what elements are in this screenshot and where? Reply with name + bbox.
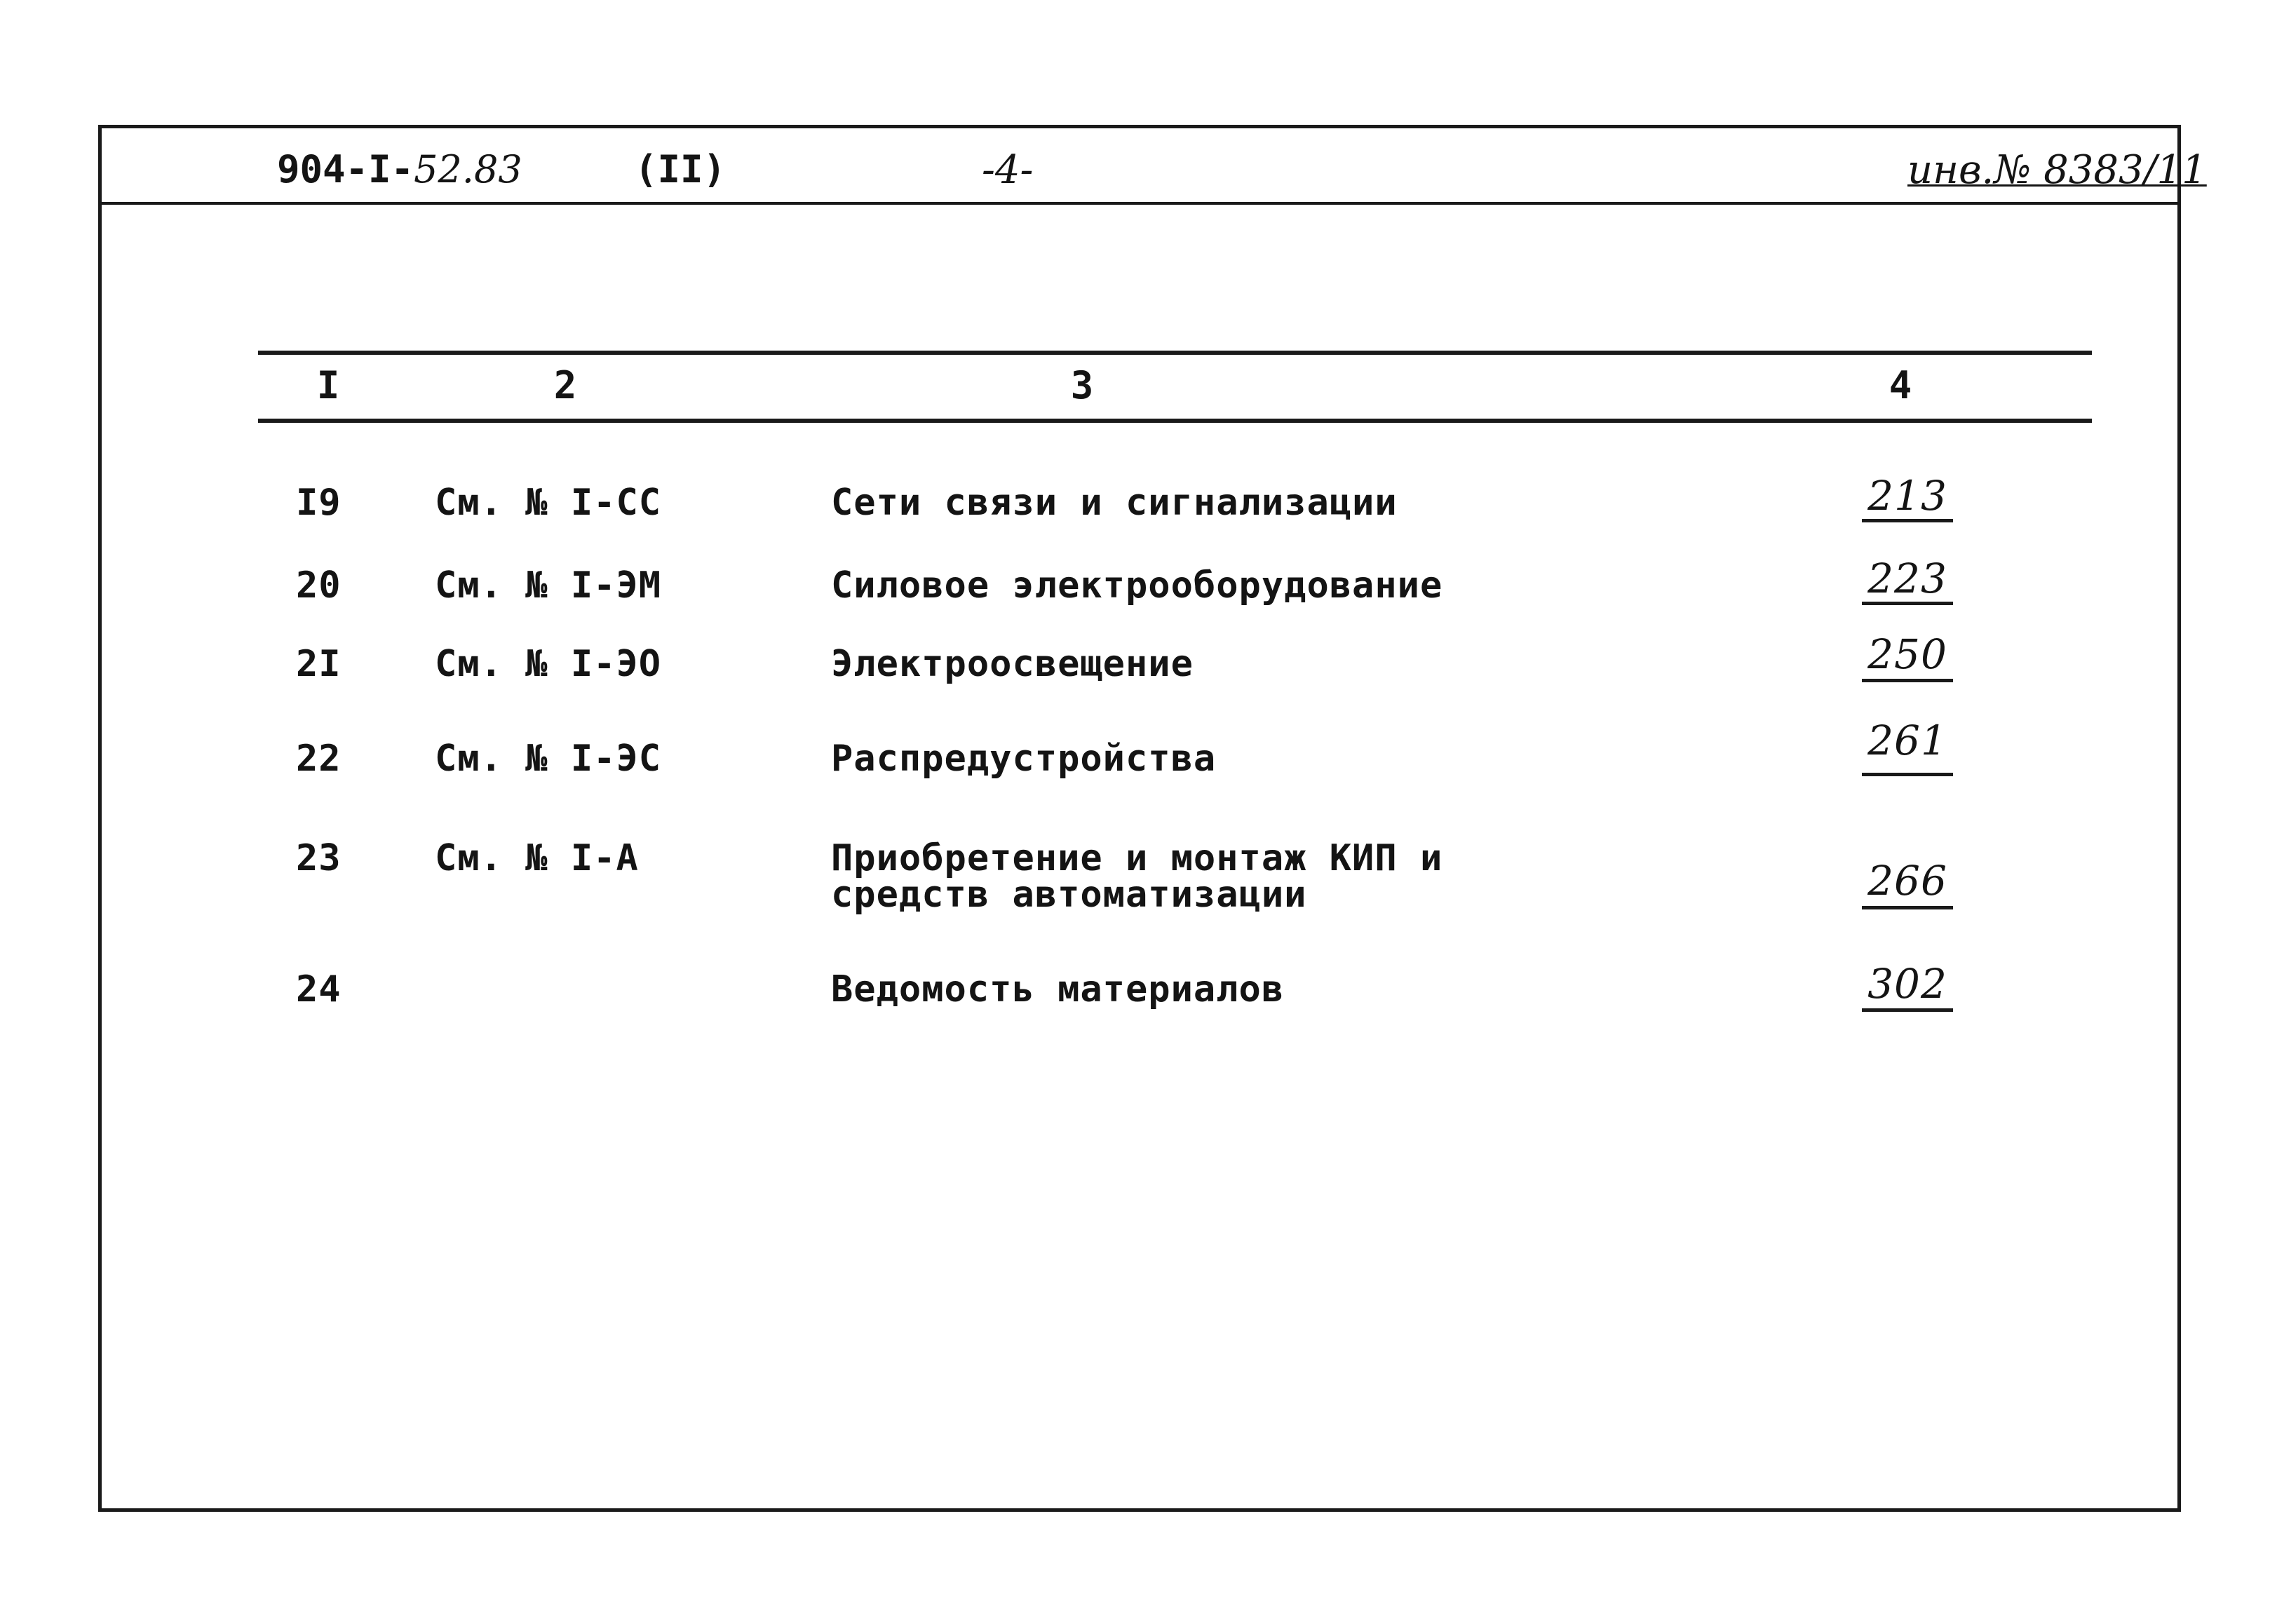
row-page: 223: [1867, 555, 1947, 602]
row-number: 20: [296, 564, 342, 607]
page-underline: [1862, 602, 1953, 605]
document-part: (II): [635, 147, 727, 191]
column-header-4: 4: [1889, 363, 1912, 407]
column-header-2: 2: [553, 363, 577, 407]
row-page: 213: [1867, 472, 1947, 520]
row-page: 302: [1867, 960, 1947, 1008]
row-page: 250: [1867, 630, 1947, 678]
page-underline: [1862, 906, 1953, 909]
row-page: 261: [1867, 717, 1947, 764]
table-top-rule: [258, 351, 2092, 355]
row-title-continuation: средств автоматизации: [831, 874, 1307, 916]
row-reference: См. № I-СС: [435, 482, 662, 524]
document-code: [277, 147, 522, 191]
page-frame: [98, 125, 2181, 1512]
document-code-printed: 904-I-: [277, 147, 414, 191]
column-header-1: I: [316, 363, 340, 407]
row-title: Силовое электрооборудование: [831, 564, 1443, 607]
page-underline: [1862, 773, 1953, 776]
row-page: 266: [1867, 857, 1947, 905]
row-reference: См. № I-А: [435, 837, 639, 879]
row-title: Приобретение и монтаж КИП и: [831, 837, 1443, 879]
row-title: Электроосвещение: [831, 643, 1194, 685]
page-underline: [1862, 519, 1953, 522]
row-reference: См. № I-ЭО: [435, 643, 662, 685]
page-underline: [1862, 1008, 1953, 1012]
page-number: -4-: [982, 147, 1034, 193]
row-number: 24: [296, 968, 342, 1010]
inventory-number: инв.№ 8383/11: [1907, 147, 2207, 193]
row-number: 2I: [296, 643, 342, 685]
row-title: Ведомость материалов: [831, 968, 1285, 1010]
page-underline: [1862, 679, 1953, 682]
row-number: I9: [296, 482, 342, 524]
row-title: Распредустройства: [831, 738, 1217, 780]
row-number: 22: [296, 738, 342, 780]
table-header-rule: [258, 419, 2092, 423]
row-reference: См. № I-ЭС: [435, 738, 662, 780]
document-code-handwritten: 52.83: [414, 147, 522, 191]
row-title: Сети связи и сигнализации: [831, 482, 1398, 524]
column-header-3: 3: [1070, 363, 1094, 407]
row-reference: См. № I-ЭМ: [435, 564, 662, 607]
header-divider: [98, 202, 2181, 205]
row-number: 23: [296, 837, 342, 879]
